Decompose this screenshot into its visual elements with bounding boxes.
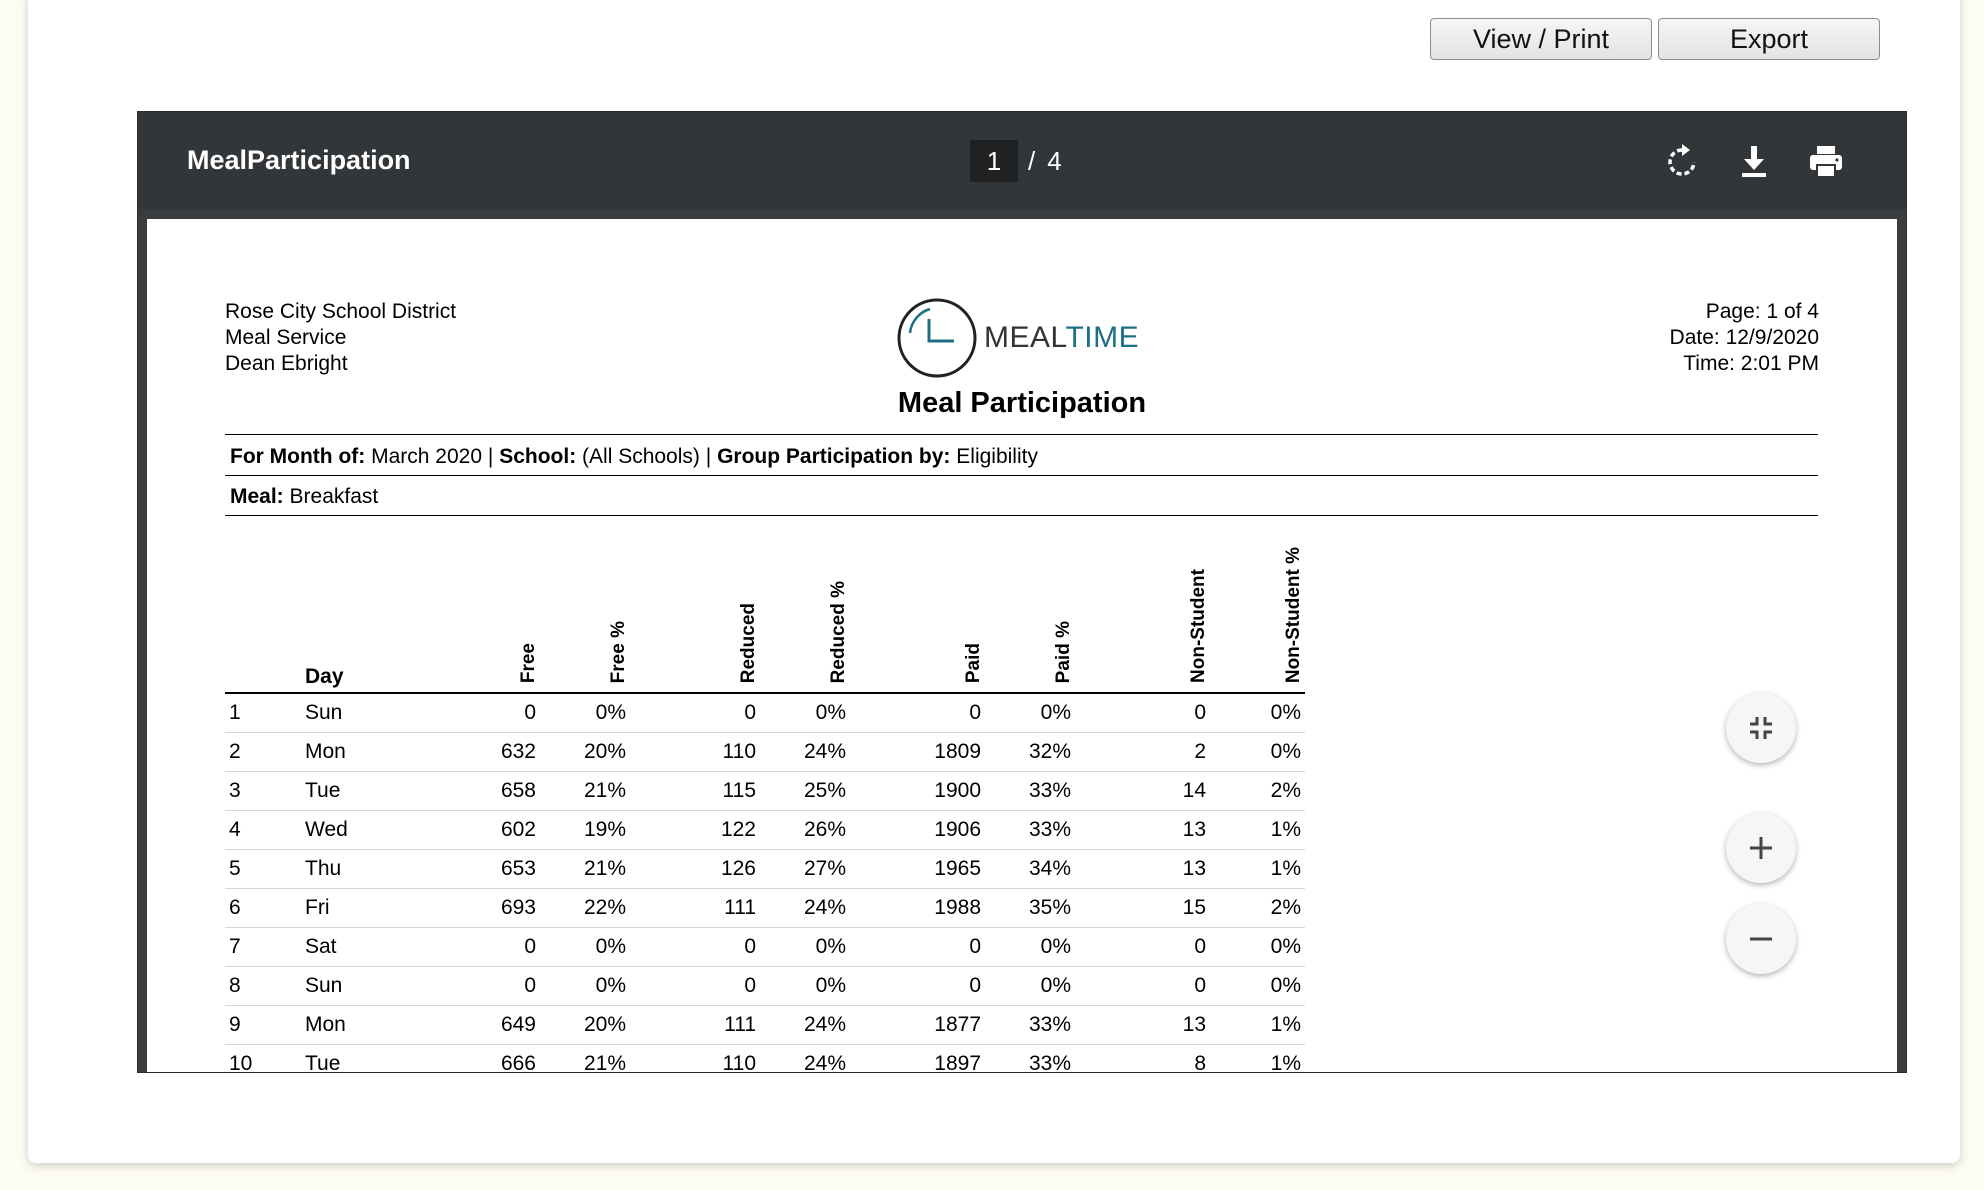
table-row <box>225 889 1305 928</box>
meal-value: Breakfast <box>289 485 379 508</box>
column-header-free-pct: Free % <box>608 620 629 683</box>
table-cell: 1900 <box>850 772 985 811</box>
table-row <box>225 850 1305 889</box>
table-cell: 0% <box>760 693 850 733</box>
table-cell: 33% <box>985 1006 1075 1045</box>
table-cell: 0% <box>760 928 850 967</box>
school-label: School: <box>499 445 577 468</box>
column-header-non-student-pct: Non-Student % <box>1283 546 1304 683</box>
page-separator: / <box>1028 145 1036 176</box>
table-row <box>225 1045 1305 1074</box>
download-icon[interactable] <box>1734 142 1774 182</box>
meal-filter <box>230 485 378 509</box>
collapse-icon <box>1746 713 1776 743</box>
clock-logo-icon <box>896 297 978 379</box>
table-cell: 602 <box>445 811 540 850</box>
table-cell: 0% <box>1210 693 1305 733</box>
table-cell: 0% <box>540 693 630 733</box>
table-row <box>225 967 1305 1006</box>
table-cell: 1906 <box>850 811 985 850</box>
organization-info <box>225 299 456 377</box>
mealtime-logo <box>896 297 1139 379</box>
table-cell: 0 <box>630 928 760 967</box>
table-cell: 13 <box>1075 811 1210 850</box>
table-cell: 8 <box>1075 1045 1210 1074</box>
table-cell: 0% <box>1210 967 1305 1006</box>
table-cell: 0% <box>1210 733 1305 772</box>
district-name: Rose City School District <box>225 300 457 323</box>
divider <box>225 475 1818 476</box>
table-cell: 1988 <box>850 889 985 928</box>
report-date: Date: 12/9/2020 <box>1669 326 1819 349</box>
table-cell: 14 <box>1075 772 1210 811</box>
table-cell: 25% <box>760 772 850 811</box>
table-row <box>225 733 1305 772</box>
logo-wordmark-time: TIME <box>1065 321 1140 354</box>
table-cell: 2% <box>1210 889 1305 928</box>
table-cell: 1% <box>1210 1006 1305 1045</box>
table-cell: 2 <box>225 733 305 772</box>
table-cell: 33% <box>985 772 1075 811</box>
table-cell: 19% <box>540 811 630 850</box>
table-cell: Mon <box>305 733 445 772</box>
table-cell: 649 <box>445 1006 540 1045</box>
page-navigator <box>970 140 1062 182</box>
table-cell: 0% <box>540 967 630 1006</box>
column-header-paid-pct: Paid % <box>1053 620 1074 683</box>
table-cell: 111 <box>630 1006 760 1045</box>
table-cell: 7 <box>225 928 305 967</box>
report-title: Meal Participation <box>897 387 1147 419</box>
table-header-row <box>225 519 1305 693</box>
column-header-index <box>225 519 305 693</box>
user-name: Dean Ebright <box>225 352 348 375</box>
total-pages: 4 <box>1047 145 1062 176</box>
table-cell: 24% <box>760 889 850 928</box>
table-cell: 0% <box>760 967 850 1006</box>
table-cell: 27% <box>760 850 850 889</box>
table-cell: Sat <box>305 928 445 967</box>
table-cell: 0 <box>445 693 540 733</box>
logo-wordmark-meal: MEAL <box>984 321 1066 354</box>
pdf-toolbar <box>138 112 1906 209</box>
table-cell: 0 <box>850 693 985 733</box>
table-cell: 115 <box>630 772 760 811</box>
page-number-input[interactable]: 1 <box>970 140 1018 182</box>
zoom-in-button[interactable] <box>1726 813 1796 883</box>
table-cell: 22% <box>540 889 630 928</box>
print-icon[interactable] <box>1806 142 1846 182</box>
filter-separator: | <box>705 445 712 468</box>
column-header-reduced-pct: Reduced % <box>828 580 849 683</box>
table-cell: 653 <box>445 850 540 889</box>
pdf-page <box>147 219 1897 1073</box>
participation-table <box>225 519 1305 1073</box>
report-time: Time: 2:01 PM <box>1683 352 1819 375</box>
view-print-button[interactable]: View / Print <box>1430 18 1652 60</box>
table-cell: 33% <box>985 1045 1075 1074</box>
table-cell: 0 <box>1075 693 1210 733</box>
table-cell: 0% <box>985 928 1075 967</box>
table-cell: 0 <box>850 928 985 967</box>
table-cell: 632 <box>445 733 540 772</box>
table-cell: 20% <box>540 1006 630 1045</box>
table-cell: 110 <box>630 1045 760 1074</box>
table-cell: 1% <box>1210 811 1305 850</box>
table-cell: 0% <box>540 928 630 967</box>
table-cell: 15 <box>1075 889 1210 928</box>
table-row <box>225 1006 1305 1045</box>
document-title: MealParticipation <box>187 145 411 175</box>
table-cell: 21% <box>540 850 630 889</box>
table-cell: 0 <box>850 967 985 1006</box>
table-cell: 2% <box>1210 772 1305 811</box>
table-cell: 4 <box>225 811 305 850</box>
table-cell: 1965 <box>850 850 985 889</box>
department-name: Meal Service <box>225 326 347 349</box>
table-cell: 1809 <box>850 733 985 772</box>
month-value: March 2020 <box>371 445 483 468</box>
table-cell: 1877 <box>850 1006 985 1045</box>
table-cell: 0% <box>1210 928 1305 967</box>
table-cell: Wed <box>305 811 445 850</box>
table-cell: 24% <box>760 1006 850 1045</box>
table-cell: Tue <box>305 772 445 811</box>
group-value: Eligibility <box>956 445 1038 468</box>
column-header-day: Day <box>305 519 445 693</box>
table-cell: 1897 <box>850 1045 985 1074</box>
table-cell: Sun <box>305 693 445 733</box>
table-cell: 2 <box>1075 733 1210 772</box>
column-header-free: Free <box>518 642 539 683</box>
plus-icon <box>1746 833 1776 863</box>
group-label: Group Participation by: <box>717 445 951 468</box>
table-cell: 8 <box>225 967 305 1006</box>
table-cell: 13 <box>1075 1006 1210 1045</box>
table-cell: 24% <box>760 1045 850 1074</box>
table-row <box>225 693 1305 733</box>
table-cell: 0 <box>630 967 760 1006</box>
table-cell: 35% <box>985 889 1075 928</box>
table-cell: 10 <box>225 1045 305 1074</box>
rotate-icon[interactable] <box>1662 142 1702 182</box>
table-cell: 126 <box>630 850 760 889</box>
table-cell: 21% <box>540 1045 630 1074</box>
table-cell: 0 <box>1075 967 1210 1006</box>
table-cell: 33% <box>985 811 1075 850</box>
table-cell: 0 <box>1075 928 1210 967</box>
table-cell: 9 <box>225 1006 305 1045</box>
minus-icon <box>1746 924 1776 954</box>
pdf-viewer <box>137 111 1907 1073</box>
table-cell: 0 <box>445 928 540 967</box>
column-header-paid: Paid <box>963 642 984 683</box>
page-info <box>1670 299 1819 377</box>
table-cell: Sun <box>305 967 445 1006</box>
column-header-reduced: Reduced <box>738 602 759 683</box>
table-cell: 1 <box>225 693 305 733</box>
table-cell: 122 <box>630 811 760 850</box>
table-cell: Tue <box>305 1045 445 1074</box>
report-card <box>28 0 1960 1163</box>
table-cell: 1% <box>1210 850 1305 889</box>
export-button[interactable]: Export <box>1658 18 1880 60</box>
table-cell: 13 <box>1075 850 1210 889</box>
table-cell: 21% <box>540 772 630 811</box>
filter-separator: | <box>487 445 494 468</box>
report-filters <box>230 445 1038 469</box>
divider <box>225 515 1818 516</box>
table-cell: 26% <box>760 811 850 850</box>
table-cell: 0 <box>445 967 540 1006</box>
table-cell: 111 <box>630 889 760 928</box>
table-cell: 0% <box>985 693 1075 733</box>
table-cell: Fri <box>305 889 445 928</box>
table-cell: 6 <box>225 889 305 928</box>
table-cell: 5 <box>225 850 305 889</box>
table-cell: 693 <box>445 889 540 928</box>
table-cell: Mon <box>305 1006 445 1045</box>
table-row <box>225 928 1305 967</box>
table-cell: 0% <box>985 967 1075 1006</box>
table-cell: 1% <box>1210 1045 1305 1074</box>
table-cell: 34% <box>985 850 1075 889</box>
table-cell: 20% <box>540 733 630 772</box>
logo-wordmark <box>984 321 1139 355</box>
table-row <box>225 772 1305 811</box>
table-cell: 666 <box>445 1045 540 1074</box>
page-count: Page: 1 of 4 <box>1705 300 1819 323</box>
fit-page-button[interactable] <box>1726 693 1796 763</box>
meal-label: Meal: <box>230 485 284 508</box>
table-cell: 658 <box>445 772 540 811</box>
column-header-non-student: Non-Student <box>1188 569 1209 683</box>
month-label: For Month of: <box>230 445 366 468</box>
school-value: (All Schools) <box>582 445 700 468</box>
table-cell: 32% <box>985 733 1075 772</box>
table-row <box>225 811 1305 850</box>
table-cell: 0 <box>630 693 760 733</box>
table-cell: 110 <box>630 733 760 772</box>
zoom-out-button[interactable] <box>1726 904 1796 974</box>
divider <box>225 434 1818 435</box>
table-cell: 3 <box>225 772 305 811</box>
table-cell: Thu <box>305 850 445 889</box>
table-cell: 24% <box>760 733 850 772</box>
